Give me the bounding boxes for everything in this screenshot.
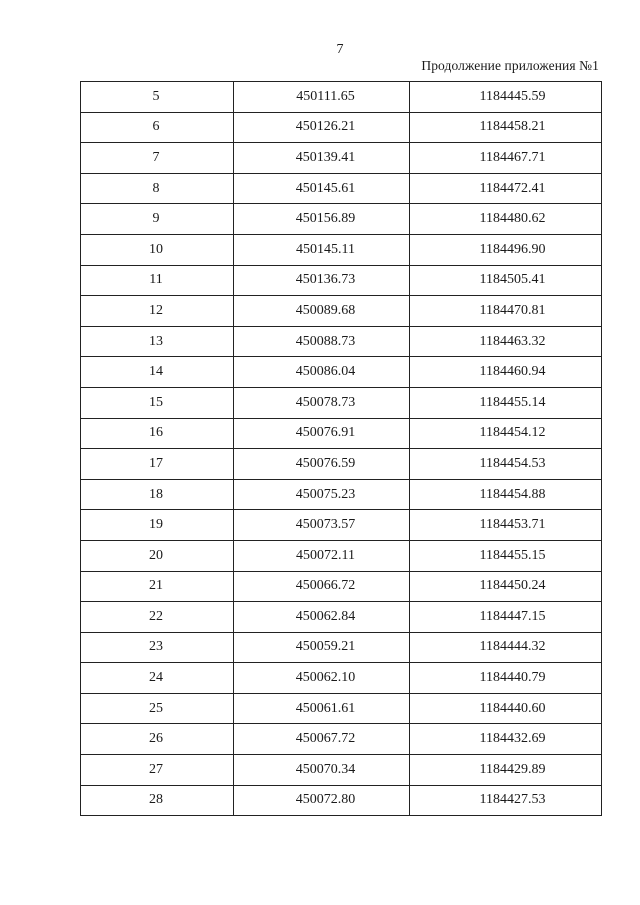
table-row <box>81 143 602 174</box>
y-coordinate-cell: 1184427.53 <box>410 785 602 816</box>
x-coordinate-cell: 450089.68 <box>234 296 410 327</box>
x-coordinate-cell: 450059.21 <box>234 632 410 663</box>
point-number-cell: 17 <box>81 449 234 480</box>
y-coordinate-cell: 1184467.71 <box>410 143 602 174</box>
table-row <box>81 387 602 418</box>
y-coordinate-cell: 1184445.59 <box>410 82 602 113</box>
x-coordinate-cell: 450145.61 <box>234 173 410 204</box>
x-coordinate-cell: 450070.34 <box>234 755 410 786</box>
table-row <box>81 540 602 571</box>
x-coordinate-cell: 450067.72 <box>234 724 410 755</box>
x-coordinate-cell: 450078.73 <box>234 387 410 418</box>
x-coordinate-cell: 450062.84 <box>234 602 410 633</box>
point-number-cell: 15 <box>81 387 234 418</box>
table-row <box>81 449 602 480</box>
y-coordinate-cell: 1184455.15 <box>410 540 602 571</box>
x-coordinate-cell: 450076.91 <box>234 418 410 449</box>
continuation-label: Продолжение приложения №1 <box>421 58 599 73</box>
y-coordinate-cell: 1184454.12 <box>410 418 602 449</box>
x-coordinate-cell: 450139.41 <box>234 143 410 174</box>
table-row <box>81 479 602 510</box>
table-row <box>81 82 602 113</box>
x-coordinate-cell: 450062.10 <box>234 663 410 694</box>
y-coordinate-cell: 1184432.69 <box>410 724 602 755</box>
y-coordinate-cell: 1184440.60 <box>410 693 602 724</box>
table-row <box>81 296 602 327</box>
y-coordinate-cell: 1184429.89 <box>410 755 602 786</box>
table-row <box>81 724 602 755</box>
page-number: 7 <box>336 42 344 57</box>
y-coordinate-cell: 1184447.15 <box>410 602 602 633</box>
point-number-cell: 26 <box>81 724 234 755</box>
y-coordinate-cell: 1184454.88 <box>410 479 602 510</box>
point-number-cell: 14 <box>81 357 234 388</box>
y-coordinate-cell: 1184458.21 <box>410 112 602 143</box>
y-coordinate-cell: 1184460.94 <box>410 357 602 388</box>
point-number-cell: 10 <box>81 234 234 265</box>
table-row <box>81 173 602 204</box>
point-number-cell: 16 <box>81 418 234 449</box>
x-coordinate-cell: 450136.73 <box>234 265 410 296</box>
y-coordinate-cell: 1184455.14 <box>410 387 602 418</box>
x-coordinate-cell: 450072.11 <box>234 540 410 571</box>
table-row <box>81 265 602 296</box>
y-coordinate-cell: 1184472.41 <box>410 173 602 204</box>
y-coordinate-cell: 1184480.62 <box>410 204 602 235</box>
x-coordinate-cell: 450073.57 <box>234 510 410 541</box>
x-coordinate-cell: 450061.61 <box>234 693 410 724</box>
point-number-cell: 11 <box>81 265 234 296</box>
point-number-cell: 18 <box>81 479 234 510</box>
coordinates-table <box>80 81 602 816</box>
table-row <box>81 418 602 449</box>
point-number-cell: 12 <box>81 296 234 327</box>
x-coordinate-cell: 450086.04 <box>234 357 410 388</box>
point-number-cell: 25 <box>81 693 234 724</box>
table-row <box>81 663 602 694</box>
y-coordinate-cell: 1184470.81 <box>410 296 602 327</box>
x-coordinate-cell: 450088.73 <box>234 326 410 357</box>
x-coordinate-cell: 450075.23 <box>234 479 410 510</box>
table-row <box>81 755 602 786</box>
point-number-cell: 23 <box>81 632 234 663</box>
x-coordinate-cell: 450111.65 <box>234 82 410 113</box>
table-row <box>81 204 602 235</box>
table-row <box>81 571 602 602</box>
x-coordinate-cell: 450145.11 <box>234 234 410 265</box>
table-row <box>81 510 602 541</box>
x-coordinate-cell: 450156.89 <box>234 204 410 235</box>
y-coordinate-cell: 1184450.24 <box>410 571 602 602</box>
point-number-cell: 24 <box>81 663 234 694</box>
point-number-cell: 9 <box>81 204 234 235</box>
table-row <box>81 632 602 663</box>
point-number-cell: 13 <box>81 326 234 357</box>
y-coordinate-cell: 1184444.32 <box>410 632 602 663</box>
y-coordinate-cell: 1184463.32 <box>410 326 602 357</box>
table-row <box>81 326 602 357</box>
y-coordinate-cell: 1184453.71 <box>410 510 602 541</box>
table-row <box>81 357 602 388</box>
y-coordinate-cell: 1184505.41 <box>410 265 602 296</box>
table-row <box>81 693 602 724</box>
x-coordinate-cell: 450072.80 <box>234 785 410 816</box>
x-coordinate-cell: 450076.59 <box>234 449 410 480</box>
x-coordinate-cell: 450126.21 <box>234 112 410 143</box>
point-number-cell: 27 <box>81 755 234 786</box>
table-row <box>81 785 602 816</box>
point-number-cell: 19 <box>81 510 234 541</box>
point-number-cell: 20 <box>81 540 234 571</box>
table-row <box>81 602 602 633</box>
point-number-cell: 8 <box>81 173 234 204</box>
y-coordinate-cell: 1184496.90 <box>410 234 602 265</box>
point-number-cell: 21 <box>81 571 234 602</box>
table-row <box>81 234 602 265</box>
point-number-cell: 28 <box>81 785 234 816</box>
point-number-cell: 5 <box>81 82 234 113</box>
y-coordinate-cell: 1184454.53 <box>410 449 602 480</box>
y-coordinate-cell: 1184440.79 <box>410 663 602 694</box>
table-row <box>81 112 602 143</box>
coordinates-table-body <box>81 82 602 816</box>
point-number-cell: 22 <box>81 602 234 633</box>
point-number-cell: 6 <box>81 112 234 143</box>
point-number-cell: 7 <box>81 143 234 174</box>
x-coordinate-cell: 450066.72 <box>234 571 410 602</box>
